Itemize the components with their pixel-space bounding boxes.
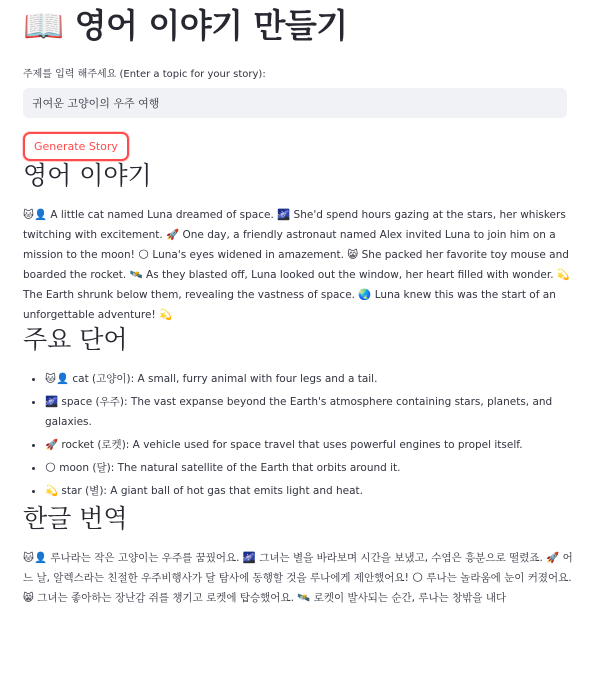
generate-story-button[interactable]: Generate Story bbox=[23, 132, 129, 161]
vocab-heading: 주요 단어 bbox=[23, 325, 128, 354]
story-text: 🐱👤 A little cat named Luna dreamed of space. 🌌 She'd spend hours gazing at the stars, her whiskers twitching with excitement. 🚀 One day, a friendly astronaut named Alex invited Luna to join him on a mission to the moon! 🌕 Luna's eyes widened in amazement. 😸 She packed her favorite toy mouse and boarded the rocket. 🛰️ As they blasted off, Luna looked out the window, her heart filled with wonder. 💫 The Earth shrunk below them, revealing the vastness of space. 🌏 Luna knew this was the start of an unforgettable adventure! 💫 bbox=[23, 209, 570, 321]
vocab-item-star: • 💫 star (별): A giant ball of hot gas that emits light and heat. bbox=[45, 481, 575, 501]
vocab-item-moon: • 🌕 moon (달): The natural satellite of the Earth that orbits around it. bbox=[45, 458, 575, 478]
vocab-list bbox=[23, 369, 575, 501]
story-heading: 영어 이야기 bbox=[23, 161, 152, 190]
vocab-item-rocket: • 🚀 rocket (로켓): A vehicle used for space travel that uses powerful engines to propel itself. bbox=[45, 435, 575, 455]
translation-text: 🐱👤 루나라는 작은 고양이는 우주를 꿈꿨어요. 🌌 그녀는 별을 바라보며 시간을 보냈고, 수염은 흥분으로 떨렸죠. 🚀 어느 날, 알렉스라는 친절한 우주비행사가 달 탐사에 동행할 것을 루나에게 제안했어요! 🌕 루나는 놀라움에 눈이 커졌어요. 😸 그녀는 좋아하는 장난감 쥐를 챙기고 로켓에 탑승했어요. 🛰️ 로켓이 발사되는 순간, 루나는 창밖을 내다 bbox=[23, 552, 573, 604]
vocab-item-cat: • 🐱👤 cat (고양이): A small, furry animal with four legs and a tail. bbox=[45, 369, 575, 389]
topic-input[interactable] bbox=[23, 88, 567, 118]
vocab-item-space: • 🌌 space (우주): The vast expanse beyond the Earth's atmosphere containing stars, planets, and galaxies. bbox=[45, 392, 575, 432]
page-title: 📖 영어 이야기 만들기 bbox=[23, 6, 348, 45]
translation-heading: 한글 번역 bbox=[23, 504, 128, 533]
topic-label: 주제를 입력 해주세요 (Enter a topic for your story): bbox=[23, 69, 266, 80]
